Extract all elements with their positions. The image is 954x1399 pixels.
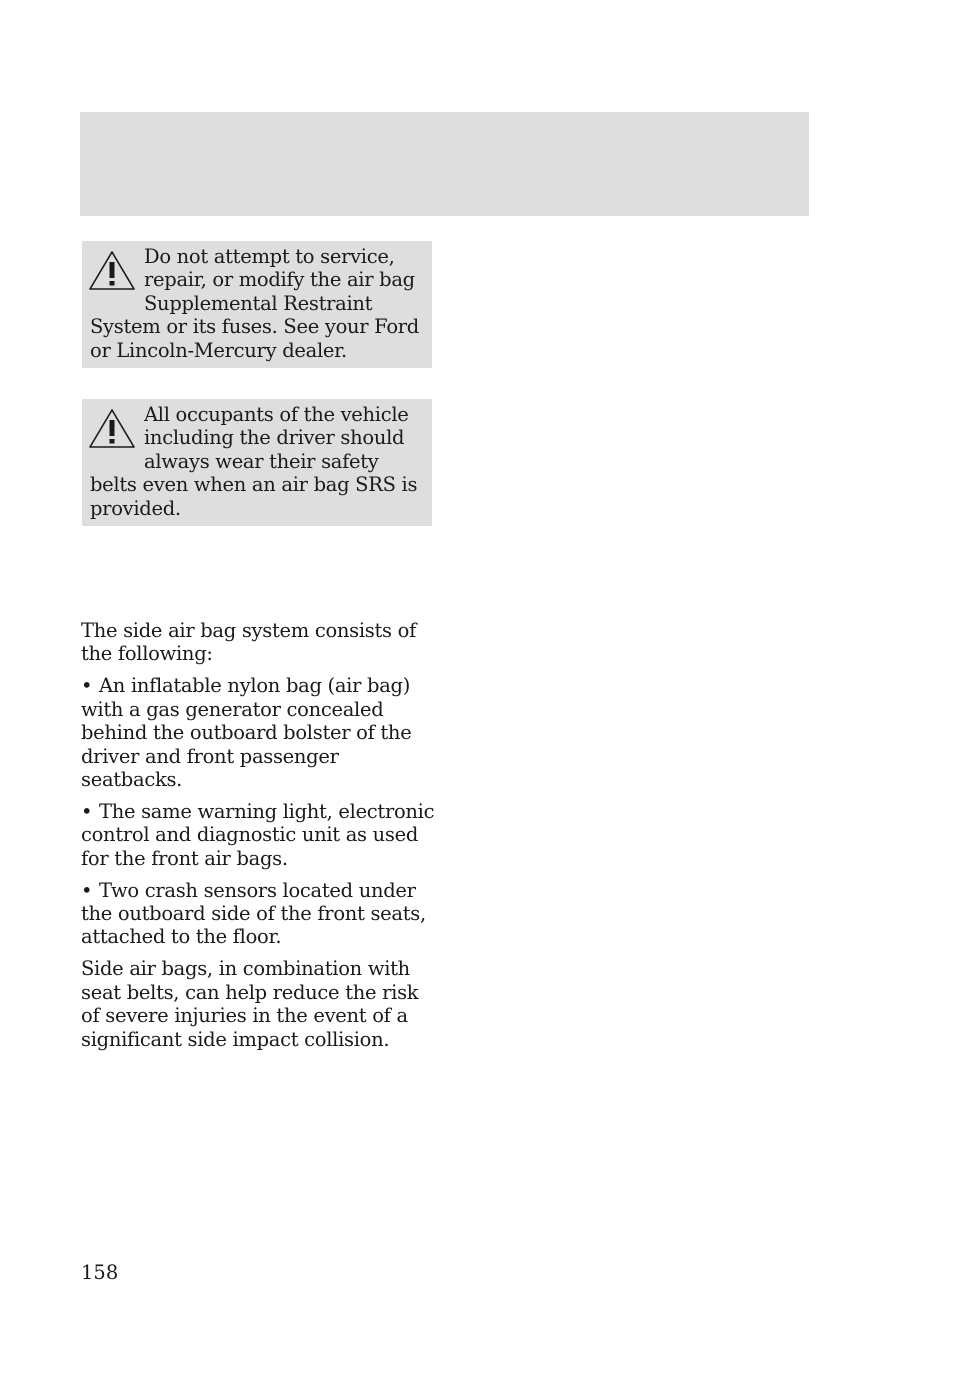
intro-paragraph: The side air bag system consists of the following: xyxy=(81,619,417,666)
warning-text: Do not attempt to service, repair, or modify the air bag Supplemental Restraint System or its fuses. See your Ford or Lincoln-Mercury dealer. xyxy=(90,245,419,362)
header-band xyxy=(80,112,809,216)
page-number: 158 xyxy=(81,1261,119,1284)
warning-box-service xyxy=(82,241,432,368)
warning-box-seatbelts xyxy=(82,399,432,526)
bullet-item-airbag xyxy=(81,674,436,791)
bullet-text: The same warning light, electronic control and diagnostic unit as used for the front air bags. xyxy=(81,799,435,870)
warning-triangle-icon xyxy=(88,250,136,292)
closing-paragraph: Side air bags, in combination with seat belts, can help reduce the risk of severe injuries in the event of a significant side impact collision. xyxy=(81,957,419,1051)
side-airbag-description xyxy=(81,619,436,1059)
warning-triangle-icon xyxy=(88,408,136,450)
bullet-item-crash-sensors xyxy=(81,879,436,949)
bullet-text: Two crash sensors located under the outboard side of the front seats, attached to the floor. xyxy=(81,878,426,949)
bullet-text: An inflatable nylon bag (air bag) with a gas generator concealed behind the outboard bolster of the driver and front passenger seatbacks. xyxy=(81,674,412,791)
warning-text: All occupants of the vehicle including the driver should always wear their safety belts even when an air bag SRS is provided. xyxy=(90,403,418,520)
bullet-item-warning-light xyxy=(81,800,436,870)
